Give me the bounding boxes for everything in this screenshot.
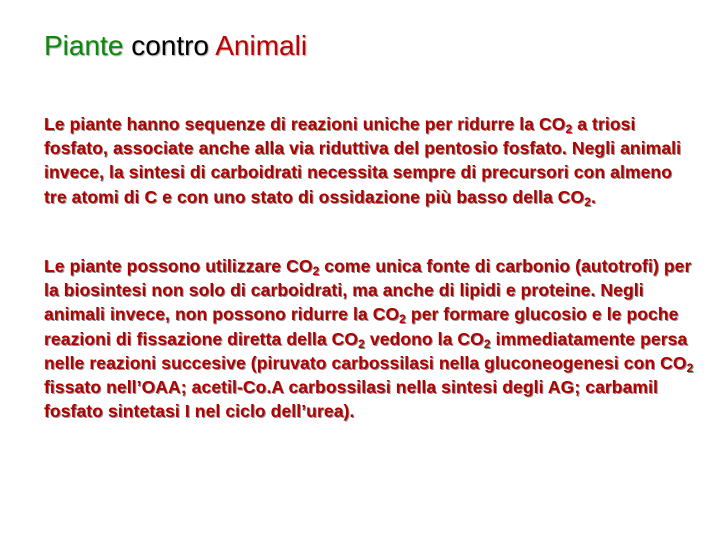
text-run: immediatamente persa nelle reazioni succesive (piruvato carbossilasi nella gluconeogenesi con CO: [44, 328, 688, 373]
text-run: Le piante hanno sequenze di reazioni uniche per ridurre la CO: [44, 114, 566, 134]
text-run: a triosi fosfato, associate anche alla via riduttiva del pentosio fosfato. Negli animali invece, la sintesi di carboidrati necessita sempre di precursori con almeno tre atomi di C e con uno stato di ossidazione più basso della CO: [44, 114, 682, 207]
paragraph-autotrophs: [44, 254, 696, 423]
subscript: 2: [483, 336, 491, 351]
text-run: come unica fonte di carbonio (autotrofi) per la biosintesi non solo di carboidrati, ma anche di lipidi e proteine. Negli animali invece, non possono ridurre la CO: [44, 256, 692, 325]
text-run: fissato nell’OAA; acetil-Co.A carbossilasi nella sintesi degli AG; carbamil fosfato sintetasi I nel ciclo dell’urea).: [44, 377, 659, 422]
subscript: 2: [358, 336, 365, 351]
title-word-animali: Animali: [215, 30, 308, 61]
subscript: 2: [565, 122, 573, 136]
subscript: 2: [399, 312, 406, 327]
paragraph-plants-reduction: [44, 112, 696, 209]
subscript: 2: [686, 360, 694, 375]
title-word-piante: Piante: [44, 30, 124, 61]
text-run: .: [591, 186, 596, 207]
title-word-contro: contro: [131, 30, 210, 61]
slide-title: [44, 28, 307, 64]
subscript: 2: [584, 194, 592, 209]
text-run: vedono la CO: [364, 328, 484, 349]
text-run: Le piante possono utilizzare CO: [44, 256, 313, 276]
subscript: 2: [312, 264, 320, 278]
text-run: per formare glucosio e le poche reazioni di fissazione diretta della CO: [44, 304, 679, 349]
